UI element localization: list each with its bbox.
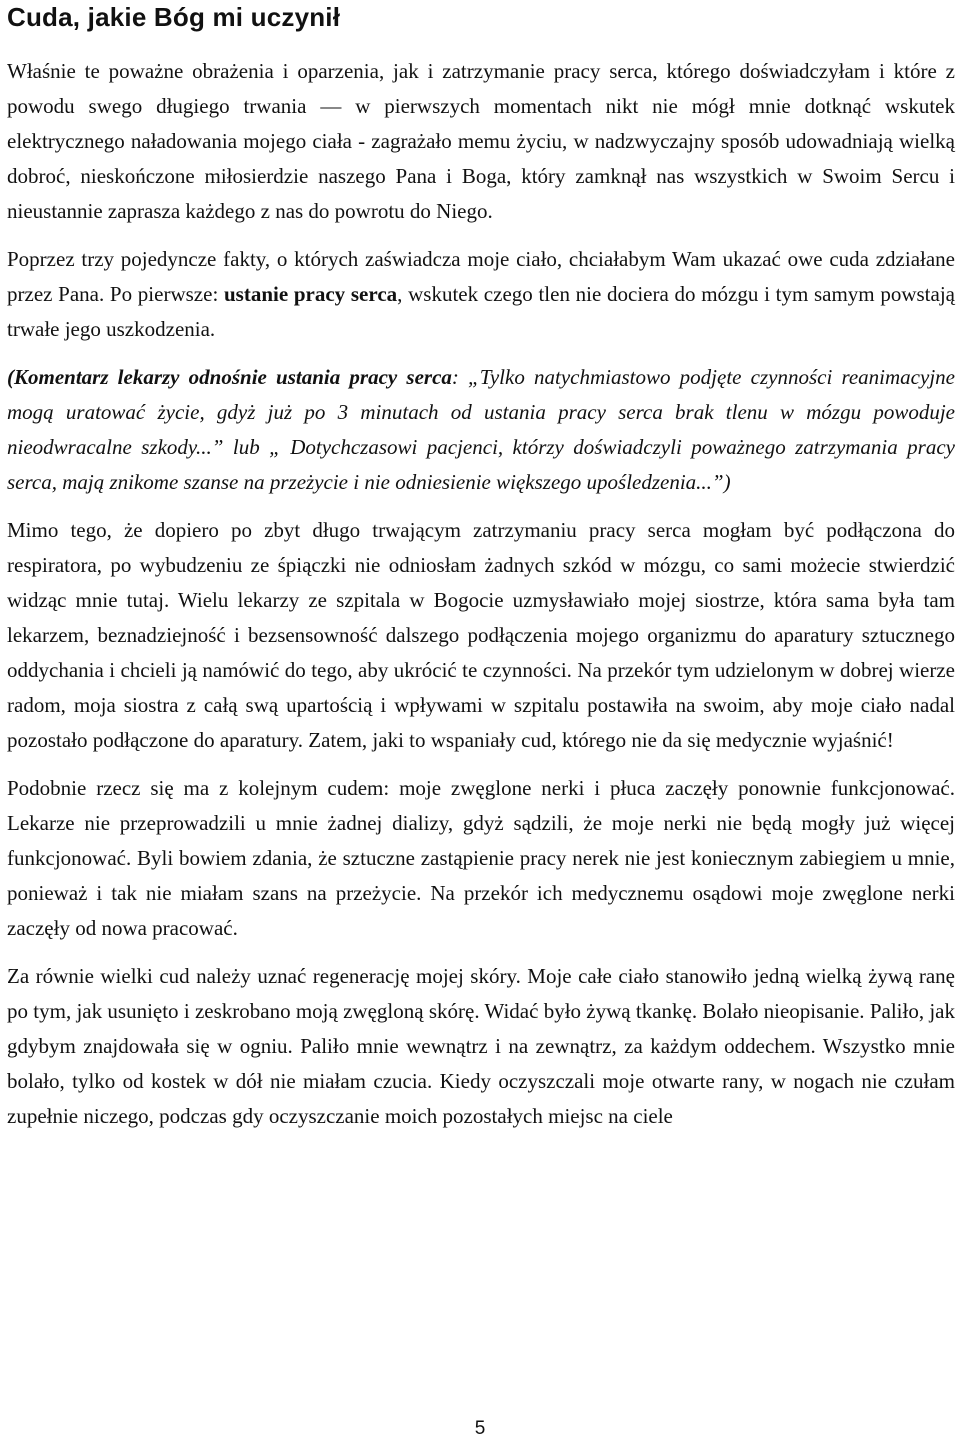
- commentary-heading: (Komentarz lekarzy odnośnie ustania pracy serca: [7, 365, 452, 389]
- paragraph-three-facts-text: Poprzez trzy pojedyncze fakty, o których zaświadcza moje ciało, chciałabym Wam ukazać owe cuda zdziałane przez Pana. Po pierwsze:: [7, 247, 955, 306]
- commentary-text: : „Tylko natychmiastowo podjęte czynności reanimacyjne mogą uratować życie, gdyż już po 3 minutach od ustania pracy serca brak tlenu w mózgu powoduje nieodwracalne szkody...” lub „ Dotychczasowi pacjenci, którzy doświadczyli poważnego zatrzymania pracy serca, mają znikome szanse na przeżycie i nie odniesienie większego upośledzenia...”): [7, 365, 955, 494]
- paragraph-three-facts-text-end: , wskutek czego tlen nie dociera do mózgu i tym samym powstają trwałe jego uszkodzenia.: [7, 282, 955, 341]
- paragraph-doctors-commentary: [7, 360, 955, 500]
- page-number: 5: [474, 1418, 486, 1439]
- paragraph-three-facts: [7, 242, 955, 347]
- paragraph-injuries: Właśnie te poważne obrażenia i oparzenia, jak i zatrzymanie pracy serca, którego doświadczyłam i które z powodu swego długiego trwania — w pierwszych momentach nikt nie mógł mnie dotknąć wskutek elektrycznego naładowania mojego ciała - zagrażało memu życiu, w nadzwyczajny sposób udowadniają wielką dobroć, nieskończone miłosierdzie naszego Pana i Boga, który zamknął nas wszystkich w Swoim Sercu i nieustannie zaprasza każdego z nas do powrotu do Niego.: [7, 59, 955, 223]
- page-title: Cuda, jakie Bóg mi uczynił: [7, 2, 341, 32]
- emphasis-heart-stop: ustanie pracy serca: [223, 282, 398, 306]
- paragraph-skin-miracle: Za równie wielki cud należy uznać regenerację mojej skóry. Moje całe ciało stanowiło jedną wielką żywą ranę po tym, jak usunięto i zeskrobano moją zwęgloną skórę. Widać było żywą tkankę. Bolało nieopisanie. Paliło, jak gdybym znajdowała się w ogniu. Paliło mnie wewnątrz i na zewnątrz, za każdym oddechem. Wszystko mnie bolało, tylko od kostek w dół nie miałam czucia. Kiedy oczyszczali moje otwarte rany, w nogach nie czułam zupełnie niczego, podczas gdy oczyszczanie moich pozostałych miejsc na ciele: [7, 964, 955, 1128]
- document-page: [7, 0, 955, 1134]
- paragraph-brain-miracle: Mimo tego, że dopiero po zbyt długo trwającym zatrzymaniu pracy serca mogłam być podłączona do respiratora, po wybudzeniu ze śpiączki nie odniosłam żadnych szkód w mózgu, co sami możecie stwierdzić widząc mnie tutaj. Wielu lekarzy ze szpitala w Bogocie uzmysławiało mojej siostrze, która sama była tam lekarzem, beznadziejność i bezsensowność dalszego podłączenia mojego organizmu do aparatury sztucznego oddychania i chcieli ją namówić do tego, aby ukrócić te czynności. Na przekór tym udzielonym w dobrej wierze radom, moja siostra z całą swą upartością i wpływami w szpitalu postawiła na swoim, aby moje ciało nadal pozostało podłączone do aparatury. Zatem, jaki to wspaniały cud, którego nie da się medycznie wyjaśnić!: [7, 518, 955, 752]
- paragraph-kidney-miracle: Podobnie rzecz się ma z kolejnym cudem: moje zwęglone nerki i płuca zaczęły ponownie funkcjonować. Lekarze nie przeprowadzili u mnie żadnej dializy, gdyż sądzili, że moje nerki nie będą mogły już więcej funkcjonować. Byli bowiem zdania, że sztuczne zastąpienie pracy nerek nie jest koniecznym zabiegiem u mnie, ponieważ i tak nie miałam szans na przeżycie. Na przekór ich medycznemu osądowi moje zwęglone nerki zaczęły od nowa pracować.: [7, 776, 955, 940]
